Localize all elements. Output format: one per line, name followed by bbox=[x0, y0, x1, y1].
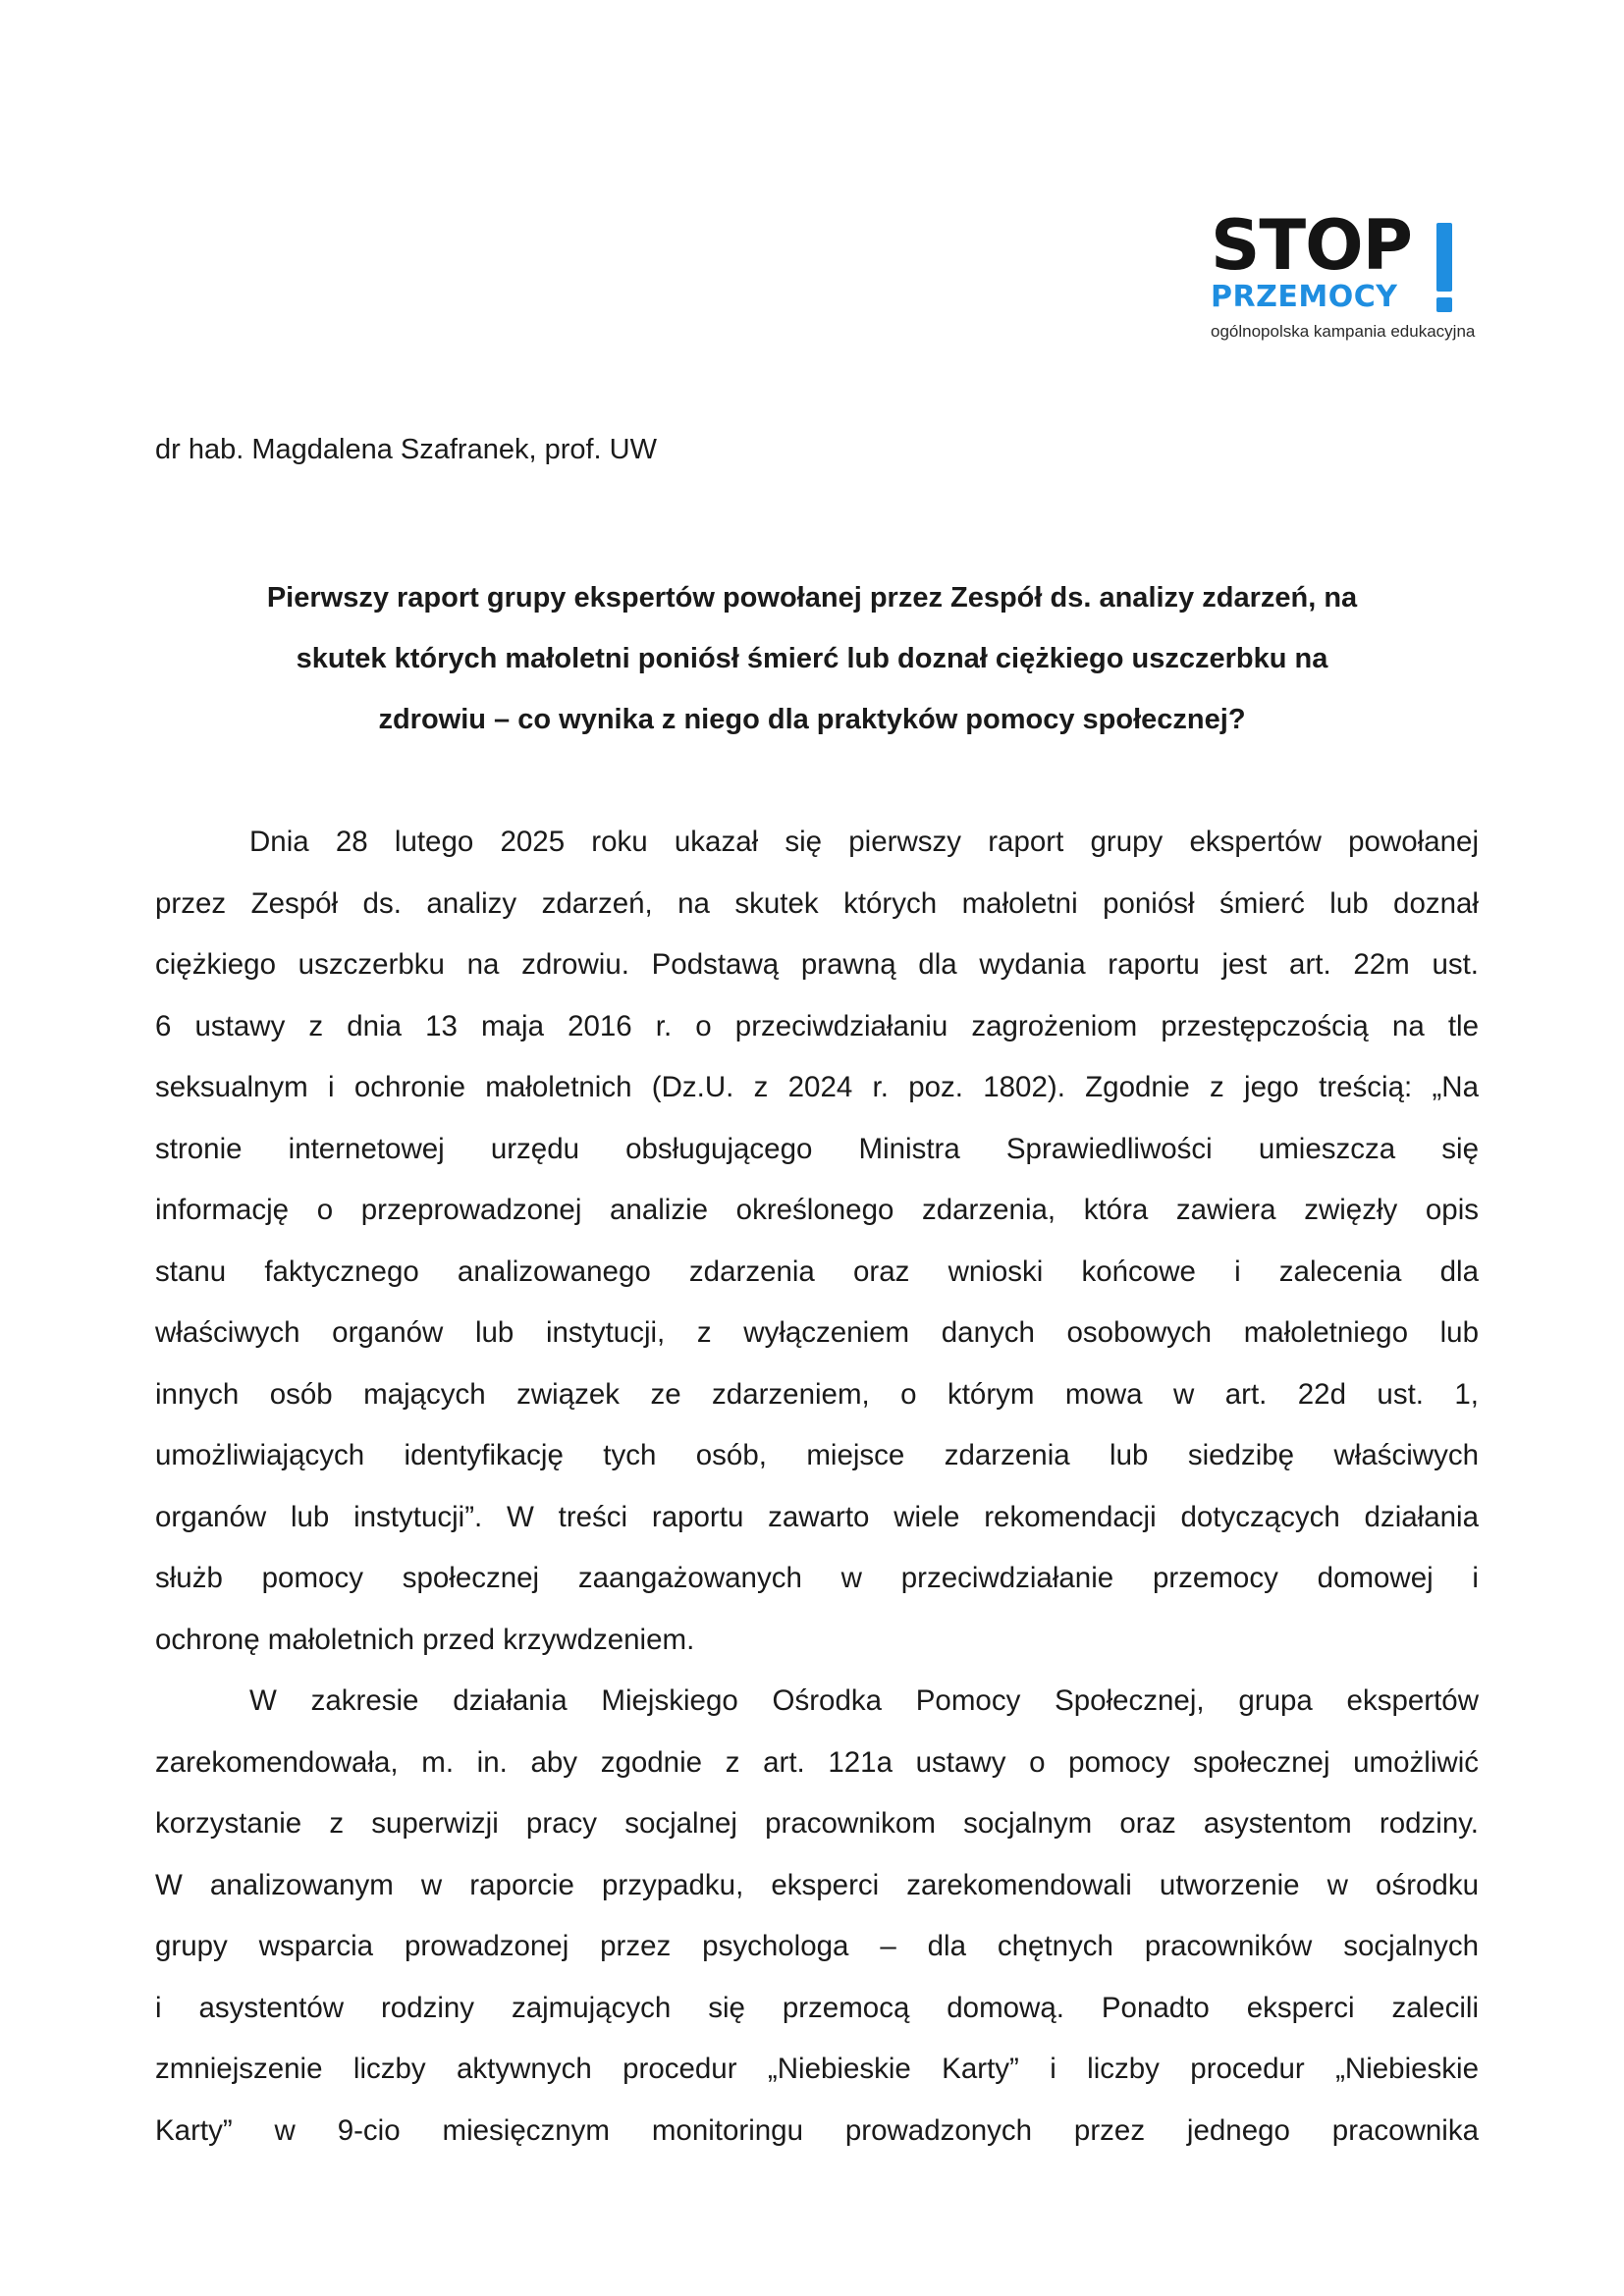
text-line: służb pomocy społecznej zaangażowanych w przeciwdziałanie przemocy domowej i bbox=[155, 1562, 1479, 1594]
logo-tagline: ogólnopolska kampania edukacyjna bbox=[1211, 322, 1476, 341]
document-title bbox=[155, 567, 1469, 750]
text-line: W zakresie działania Miejskiego Ośrodka Pomocy Społecznej, grupa ekspertów bbox=[249, 1684, 1479, 1717]
text-line: stanu faktycznego analizowanego zdarzenia oraz wnioski końcowe i zalecenia dla bbox=[155, 1255, 1479, 1288]
logo-exclamation-dot bbox=[1436, 297, 1452, 312]
text-line: ochronę małoletnich przed krzywdzeniem. bbox=[155, 1623, 695, 1656]
text-line: organów lub instytucji”. W treści raportu zawarto wiele rekomendacji dotyczących działania bbox=[155, 1500, 1479, 1533]
text-line: zmniejszenie liczby aktywnych procedur „Niebieskie Karty” i liczby procedur „Niebieskie bbox=[155, 2053, 1479, 2085]
text-line: 6 ustawy z dnia 13 maja 2016 r. o przeciwdziałaniu zagrożeniom przestępczością na tle bbox=[155, 1009, 1479, 1042]
text-line: przez Zespół ds. analizy zdarzeń, na skutek których małoletni poniósł śmierć lub doznał bbox=[155, 886, 1479, 920]
text-line: informację o przeprowadzonej analizie określonego zdarzenia, która zawiera zwięzły opis bbox=[155, 1194, 1479, 1226]
logo-stop-text: STOP bbox=[1211, 205, 1412, 286]
paragraph-2 bbox=[155, 1671, 1479, 2162]
title-line: Pierwszy raport grupy ekspertów powołanej przez Zespół ds. analizy zdarzeń, na bbox=[266, 582, 1358, 614]
text-line: Karty” w 9-cio miesięcznym monitoringu prowadzonych przez jednego pracownika bbox=[155, 2113, 1479, 2147]
logo-exclamation-bar bbox=[1436, 223, 1452, 292]
author-name: dr hab. Magdalena Szafranek, prof. UW bbox=[155, 434, 657, 465]
text-line: grupy wsparcia prowadzonej przez psychologa – dla chętnych pracowników socjalnych bbox=[155, 1930, 1479, 1962]
title-line: skutek których małoletni poniósł śmierć lub doznał ciężkiego uszczerbku na bbox=[296, 643, 1328, 674]
text-line: umożliwiających identyfikację tych osób, miejsce zdarzenia lub siedzibę właściwych bbox=[155, 1439, 1479, 1471]
text-line: stronie internetowej urzędu obsługującego Ministra Sprawiedliwości umieszcza się bbox=[155, 1132, 1479, 1165]
text-line: korzystanie z superwizji pracy socjalnej pracownikom socjalnym oraz asystentom rodziny. bbox=[155, 1807, 1479, 1840]
text-line: seksualnym i ochronie małoletnich (Dz.U. z 2024 r. poz. 1802). Zgodnie z jego treścią: „Na bbox=[155, 1071, 1479, 1103]
text-line: i asystentów rodziny zajmujących się przemocą domową. Ponadto eksperci zalecili bbox=[155, 1991, 1479, 2024]
text-line: właściwych organów lub instytucji, z wyłączeniem danych osobowych małoletniego lub bbox=[155, 1316, 1479, 1349]
campaign-logo bbox=[1203, 205, 1497, 348]
text-line: zarekomendowała, m. in. aby zgodnie z art. 121a ustawy o pomocy społecznej umożliwić bbox=[155, 1745, 1479, 1779]
logo-przemocy-text: PRZEMOCY bbox=[1211, 280, 1398, 314]
title-line: zdrowiu – co wynika z niego dla praktyków pomocy społecznej? bbox=[378, 704, 1246, 735]
paragraph-1 bbox=[155, 812, 1479, 1671]
text-line: innych osób mających związek ze zdarzeniem, o którym mowa w art. 22d ust. 1, bbox=[155, 1377, 1479, 1411]
document-body bbox=[155, 812, 1479, 2162]
text-line: W analizowanym w raporcie przypadku, eksperci zarekomendowali utworzenie w ośrodku bbox=[155, 1868, 1479, 1901]
text-line: ciężkiego uszczerbku na zdrowiu. Podstawą prawną dla wydania raportu jest art. 22m ust. bbox=[155, 948, 1479, 981]
text-line: Dnia 28 lutego 2025 roku ukazał się pierwszy raport grupy ekspertów powołanej bbox=[249, 826, 1479, 858]
